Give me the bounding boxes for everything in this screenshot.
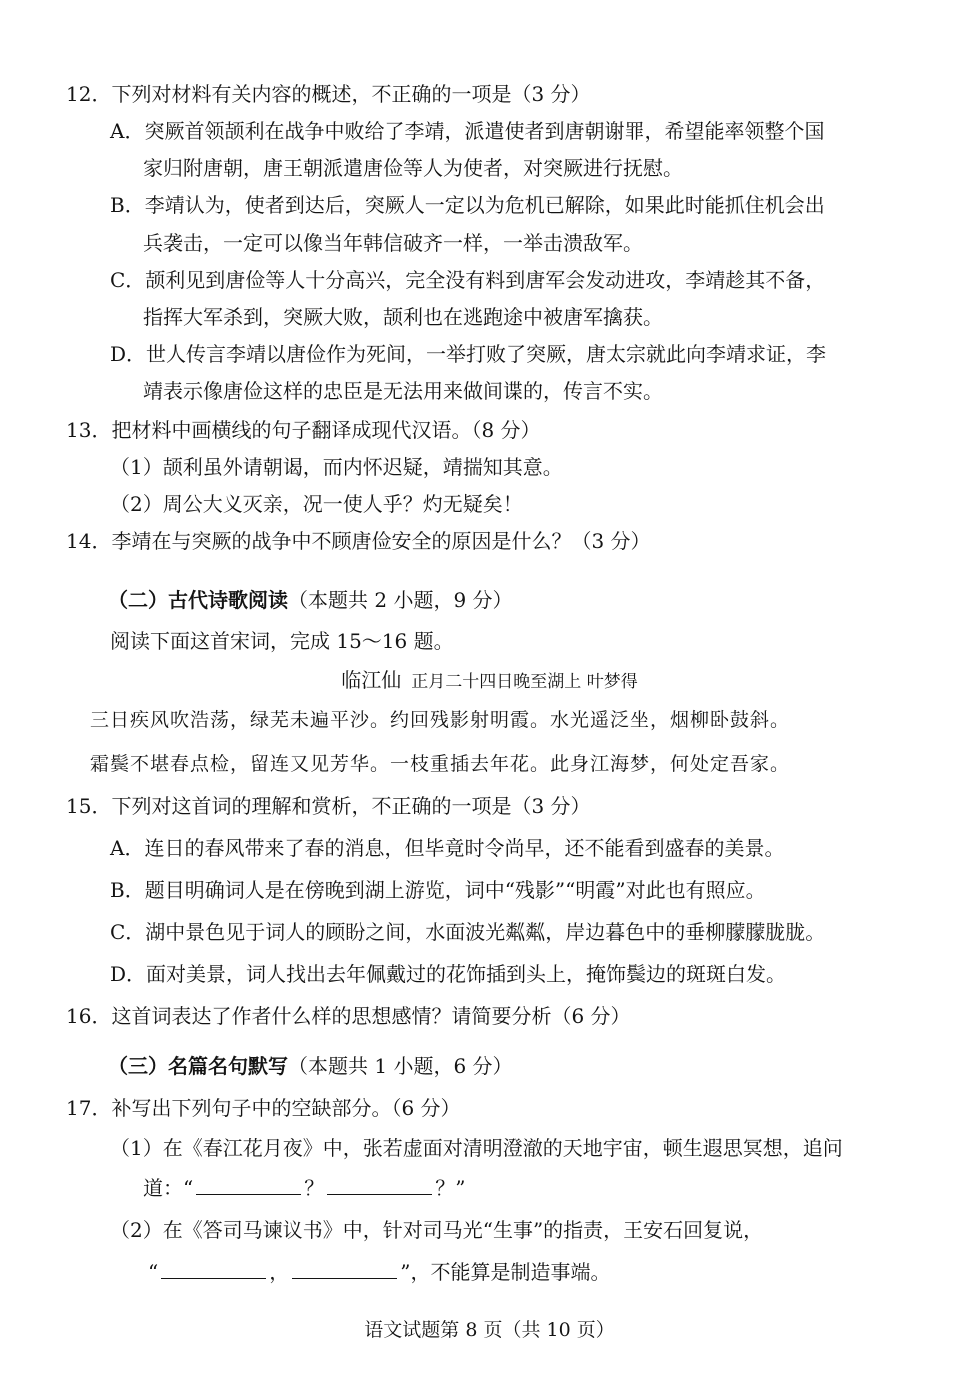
page-footer: 语文试题第 8 页（共 10 页） (364, 1319, 615, 1341)
q17-item-1: （1）在《春江花月夜》中，张若虚面对清明澄澈的天地宇宙，顿生遐思冥想，追问 (110, 1136, 843, 1160)
answer-blank[interactable] (161, 1258, 266, 1279)
q12-option-b: B．李靖认为，使者到达后，突厥人一定以为危机已解除，如果此时能抓住机会出 (110, 193, 825, 217)
section-2-intro: 阅读下面这首宋词，完成 15～16 题。 (110, 629, 454, 653)
q13-sentence-1: （1）颉利虽外请朝谒，而内怀迟疑，靖揣知其意。 (110, 455, 563, 479)
q17-stem: 17．补写出下列句子中的空缺部分。（6 分） (66, 1096, 461, 1120)
q12-option-b-cont: 兵袭击，一定可以像当年韩信破齐一样，一举击溃敌军。 (143, 231, 643, 255)
q12-option-c-cont: 指挥大军杀到，突厥大败，颉利也在逃跑途中被唐军擒获。 (143, 305, 663, 329)
answer-blank[interactable] (327, 1174, 432, 1195)
q15-option-a: A．连日的春风带来了春的消息，但毕竟时令尚早，还不能看到盛春的美景。 (110, 836, 785, 860)
section-2-title: （二）古代诗歌阅读 (108, 588, 288, 612)
q13-sentence-2: （2）周公大义灭亲，况一使人乎？灼无疑矣！ (110, 492, 523, 516)
q17-item-2-blanks: “ ， ”，不能算是制造事端。 (148, 1260, 611, 1284)
q15-option-c: C．湖中景色见于词人的顾盼之间，水面波光粼粼，岸边暮色中的垂柳朦朦胧胧。 (110, 920, 826, 944)
section-2-heading (108, 586, 513, 614)
section-3-heading (108, 1052, 513, 1080)
q17-item-2: （2）在《答司马谏议书》中，针对司马光“生事”的指责，王安石回复说， (110, 1218, 764, 1242)
q13-stem: 13．把材料中画横线的句子翻译成现代汉语。（8 分） (66, 418, 541, 442)
poem-line-1: 三日疾风吹浩荡，绿芜未遍平沙。约回残影射明霞。水光遥泛坐，烟柳卧鼓斜。 (90, 709, 791, 731)
q15-option-b: B．题目明确词人是在傍晚到湖上游览，词中“残影”“明霞”对此也有照应。 (110, 878, 766, 902)
answer-blank[interactable] (292, 1258, 397, 1279)
q12-option-a-cont: 家归附唐朝，唐王朝派遣唐俭等人为使者，对突厥进行抚慰。 (143, 156, 683, 180)
answer-blank[interactable] (196, 1174, 301, 1195)
section-2-info: （本题共 2 小题，9 分） (288, 588, 513, 612)
q15-stem: 15．下列对这首词的理解和赏析，不正确的一项是（3 分） (66, 794, 591, 818)
q12-option-d-cont: 靖表示像唐俭这样的忠臣是无法用来做间谍的，传言不实。 (143, 379, 663, 403)
poem-title: 临江仙 (341, 668, 402, 692)
poem-line-2: 霜鬓不堪春点检，留连又见芳华。一枝重插去年花。此身江海梦，何处定吾家。 (90, 753, 791, 775)
q14-stem: 14．李靖在与突厥的战争中不顾唐俭安全的原因是什么？（3 分） (66, 529, 651, 553)
q16-stem: 16．这首词表达了作者什么样的思想感情？请简要分析（6 分） (66, 1004, 631, 1028)
section-3-info: （本题共 1 小题，6 分） (288, 1054, 513, 1078)
poem-subtitle: 正月二十四日晚至湖上 叶梦得 (411, 672, 638, 692)
q12-stem: 12．下列对材料有关内容的概述，不正确的一项是（3 分） (66, 82, 591, 106)
section-3-title: （三）名篇名句默写 (108, 1054, 288, 1078)
q12-option-c: C．颉利见到唐俭等人十分高兴，完全没有料到唐军会发动进攻，李靖趁其不备， (110, 268, 826, 292)
q12-option-d: D．世人传言李靖以唐俭作为死间，一举打败了突厥，唐太宗就此向李靖求证，李 (110, 342, 827, 366)
q12-option-a: A．突厥首领颉利在战争中败给了李靖，派遣使者到唐朝谢罪，希望能率领整个国 (110, 119, 825, 143)
q15-option-d: D．面对美景，词人找出去年佩戴过的花饰插到头上，掩饰鬓边的斑斑白发。 (110, 962, 787, 986)
q17-item-1-blanks: 道：“ ？ ？” (143, 1176, 466, 1200)
poem-title-line (0, 666, 979, 696)
